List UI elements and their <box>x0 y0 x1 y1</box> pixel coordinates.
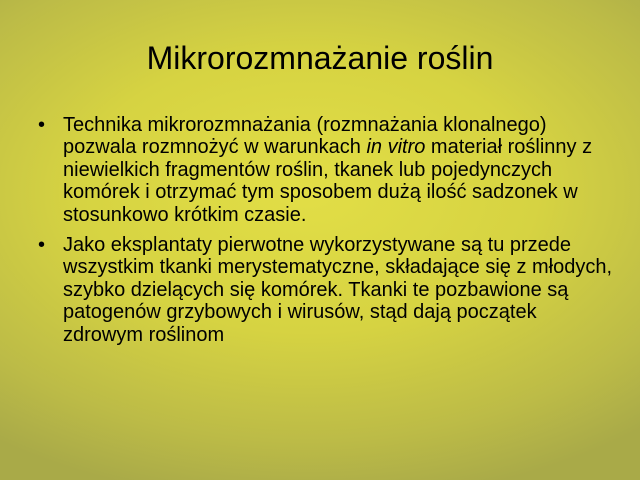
bullet-point-icon: • <box>38 234 46 257</box>
bullet-text: Jako eksplantaty pierwotne wykorzystywane są tu przede wszystkim tkanki merystematyczne, składające się z młodych, szybko dzielących się komórek. Tkanki te pozbawione są patogenów grzybowych i wirusów, stąd dają początek zdrowym roślinom <box>63 234 613 346</box>
bullet-text <box>63 114 618 226</box>
bullet-point-icon: • <box>38 114 46 136</box>
bullet-item <box>38 114 618 226</box>
bullet-text-italic: in vitro <box>366 136 426 159</box>
bullet-text-part: materiał roślinny z niewielkich fragmentów roślin, tkanek lub pojedynczych komórek i otrzymać tym sposobem dużą ilość sadzonek w stosunkowo krótkim czasie. <box>63 136 593 226</box>
bullet-text-part: Technika mikrorozmnażania (rozmnażania klonalnego) pozwala rozmnożyć w warunkach <box>63 114 547 159</box>
slide-title: Mikrorozmnażanie roślin <box>146 40 494 76</box>
bullet-list <box>38 114 618 354</box>
bullet-item <box>38 234 618 346</box>
